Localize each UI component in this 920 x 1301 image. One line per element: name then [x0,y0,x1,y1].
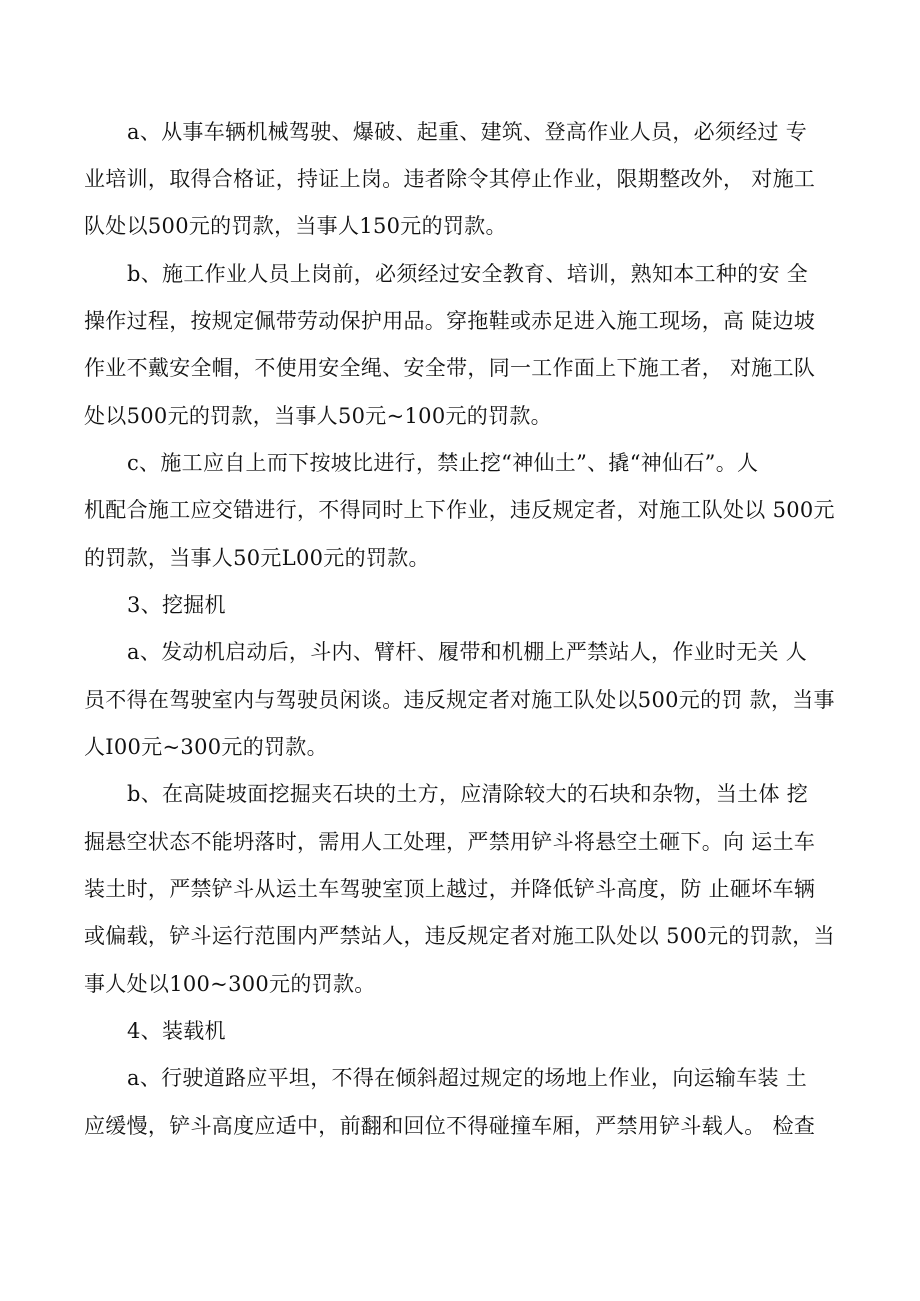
paragraph-b2-line-5: 事人处以100~300元的罚款。 [84,972,376,996]
paragraph-b2-line-1: b、在高陡坡面挖掘夹石块的土方，应清除较大的石块和杂物，当土体 挖 [127,782,809,806]
paragraph-a1-line-3: 队处以500元的罚款，当事人150元的罚款。 [84,214,507,238]
paragraph-b2-line-4: 或偏载，铲斗运行范围内严禁站人，违反规定者对施工队处以 500元的罚款，当 [84,924,835,948]
paragraph-c1-line-2: 机配合施工应交错进行，不得同时上下作业，违反规定者，对施工队处以 500元 [84,498,835,522]
paragraph-a1-line-1: a、从事车辆机械驾驶、爆破、起重、建筑、登高作业人员，必须经过 专 [127,120,808,144]
section-heading-loader: 4、装载机 [127,1019,226,1043]
paragraph-b2-line-3: 装土时，严禁铲斗从运土车驾驶室顶上越过，并降低铲斗高度，防 止砸坏车辆 [84,877,816,901]
paragraph-b1-line-3: 作业不戴安全帽，不使用安全绳、安全带，同一工作面上下施工者， 对施工队 [84,356,816,380]
paragraph-a2-line-3: 人I00元~300元的罚款。 [84,735,328,759]
paragraph-a2-line-2: 员不得在驾驶室内与驾驶员闲谈。违反规定者对施工队处以500元的罚 款，当事 [84,688,835,712]
paragraph-b2-line-2: 掘悬空状态不能坍落时，需用人工处理，严禁用铲斗将悬空土砸下。向 运土车 [84,830,816,854]
paragraph-b1-line-2: 操作过程，按规定佩带劳动保护用品。穿拖鞋或赤足进入施工现场，高 陡边坡 [84,309,816,333]
paragraph-a2-line-1: a、发动机启动后，斗内、臂杆、履带和机棚上严禁站人，作业时无关 人 [127,640,808,664]
paragraph-b1-line-1: b、施工作业人员上岗前，必须经过安全教育、培训，熟知本工种的安 全 [127,262,809,286]
paragraph-c1-line-1: c、施工应自上而下按坡比进行，禁止挖“神仙土”、撬“神仙石”。人 [127,451,759,475]
paragraph-a3-line-1: a、行驶道路应平坦，不得在倾斜超过规定的场地上作业，向运输车装 土 [127,1066,808,1090]
paragraph-c1-line-3: 的罚款，当事人50元L00元的罚款。 [84,546,430,570]
section-heading-excavator: 3、挖掘机 [127,593,226,617]
paragraph-a3-line-2: 应缓慢，铲斗高度应适中，前翻和回位不得碰撞车厢，严禁用铲斗载人。 检查 [84,1114,816,1138]
paragraph-a1-line-2: 业培训，取得合格证，持证上岗。违者除令其停止作业，限期整改外， 对施工 [84,167,816,191]
paragraph-b1-line-4: 处以500元的罚款，当事人50元~100元的罚款。 [84,404,552,428]
